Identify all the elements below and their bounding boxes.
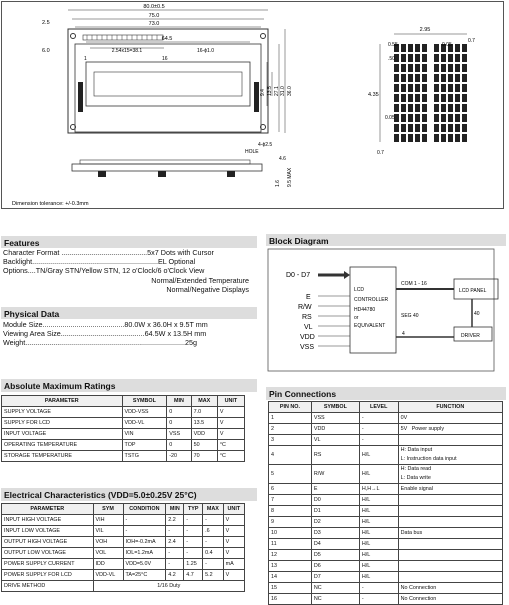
table-row: [2, 526, 245, 537]
cell: H/L: [359, 506, 398, 517]
cell: 4.2: [166, 570, 184, 581]
absmax-title: Absolute Maximum Ratings: [4, 381, 116, 391]
cell: [398, 550, 502, 561]
cell: [398, 572, 502, 583]
cell: VDD-VL: [122, 418, 167, 429]
table-row: [2, 440, 245, 451]
cell: H/L: [359, 528, 398, 539]
table-row: [269, 484, 503, 495]
table-row: [269, 506, 503, 517]
cell: No Connection: [398, 594, 502, 605]
cell: V: [223, 526, 244, 537]
lcd-panel-label: LCD PANEL: [459, 288, 487, 294]
table-row: [2, 418, 245, 429]
cell: E: [311, 484, 359, 495]
col-header: TYP: [184, 504, 203, 515]
cell: 11: [269, 539, 312, 550]
cell: VIL: [93, 526, 123, 537]
dot-dim-07b: 0.7: [377, 150, 384, 156]
cell: -: [359, 413, 398, 424]
seg-label: SEG 40: [401, 313, 419, 319]
cell: 13.5: [191, 418, 217, 429]
cell: V: [223, 515, 244, 526]
table-row: [269, 413, 503, 424]
features-header: [1, 236, 257, 248]
cell: -: [359, 583, 398, 594]
ctrl-line: LCD: [354, 287, 365, 293]
cell: 6: [269, 484, 312, 495]
col-header: SYM: [93, 504, 123, 515]
feature-line: Backlight...............................................................EL Optional: [3, 257, 196, 267]
cell: H/L: [359, 539, 398, 550]
mechanical-drawing: [1, 1, 504, 209]
active-area: [94, 72, 242, 96]
cell: H,H→L: [359, 484, 398, 495]
cell: 8: [269, 506, 312, 517]
cell: V: [223, 570, 244, 581]
sig-vdd: VDD: [300, 334, 315, 341]
cell: STORAGE TEMPERATURE: [2, 451, 123, 462]
cell: VDD-VSS: [122, 407, 167, 418]
cell: NC: [311, 594, 359, 605]
cell: D4: [311, 539, 359, 550]
features-list: [3, 248, 249, 294]
cell: 12: [269, 550, 312, 561]
col-header: UNIT: [217, 396, 244, 407]
cell: -: [184, 515, 203, 526]
cell: 50: [191, 440, 217, 451]
col-header: CONDITION: [123, 504, 166, 515]
drive-method-value: 1/16 Duty: [93, 581, 245, 592]
cell: 0.4: [203, 548, 224, 559]
table-row: [2, 451, 245, 462]
cell: VL: [311, 435, 359, 446]
table-row: [269, 594, 503, 605]
n4-label: 4: [402, 331, 405, 337]
cell: H/L: [359, 446, 398, 465]
cell: 0: [167, 407, 191, 418]
cell: D2: [311, 517, 359, 528]
physical-header: [1, 307, 257, 319]
cell: SUPPLY VOLTAGE: [2, 407, 123, 418]
table-header-row: [269, 402, 503, 413]
cell: 2.2: [166, 515, 184, 526]
cell: OPERATING TEMPERATURE: [2, 440, 123, 451]
physical-title: Physical Data: [4, 309, 60, 319]
cell: [398, 539, 502, 550]
cell: VDD=5.0V: [123, 559, 166, 570]
cell: VDD: [191, 429, 217, 440]
block-diagram-svg: [266, 247, 506, 375]
cell: H: Data read L: Data write: [398, 465, 502, 484]
module-outline: [68, 29, 268, 133]
dot-matrix-detail: [394, 44, 467, 142]
ctrl-line: EQUIVALENT: [354, 323, 386, 329]
table-row: [269, 424, 503, 435]
table-row: [269, 517, 503, 528]
cell: 14: [269, 572, 312, 583]
cell: TSTG: [122, 451, 167, 462]
col-header: PARAMETER: [2, 396, 123, 407]
physical-line: Viewing Area Size..........................................64.5W x 13.5H mm: [3, 329, 207, 339]
cell: 2.4: [166, 537, 184, 548]
cell: 10: [269, 528, 312, 539]
table-row: [269, 446, 503, 465]
physical-line: Weight................................................................................25g: [3, 338, 197, 348]
cell: V: [217, 418, 244, 429]
col-header: MAX: [203, 504, 224, 515]
sig-e: E: [306, 294, 311, 301]
dot-dim-055: 0.55: [388, 42, 398, 48]
col-header: SYMBOL: [122, 396, 167, 407]
cell: 70: [191, 451, 217, 462]
cell: H/L: [359, 572, 398, 583]
cell: -: [359, 424, 398, 435]
table-row: [269, 528, 503, 539]
data-bus-label: Data bus: [400, 529, 423, 536]
cell: IOH=-0.2mA: [123, 537, 166, 548]
features-title: Features: [4, 238, 40, 248]
cell: INPUT VOLTAGE: [2, 429, 123, 440]
cell: OUTPUT HIGH VOLTAGE: [2, 537, 94, 548]
ctrl-line: CONTROLLER: [354, 297, 389, 303]
cell: -: [166, 526, 184, 537]
dot-dim-005: 0.05: [442, 42, 452, 48]
hole-tr: [261, 34, 266, 39]
drive-method-label: DRIVE METHOD: [2, 581, 94, 592]
cell: -: [359, 435, 398, 446]
absmax-header: [1, 379, 257, 392]
cell: -: [166, 548, 184, 559]
dot-dim-005b: 0.05: [385, 115, 395, 121]
cell: 3: [269, 435, 312, 446]
table-row: [2, 407, 245, 418]
cell: 7.0: [191, 407, 217, 418]
tolerance-note: Dimension tolerance: +/-0.3mm: [12, 201, 89, 207]
table-row: [2, 581, 245, 592]
cell: [398, 506, 502, 517]
sig-vss: VSS: [300, 344, 315, 351]
dim-pitch: 2.54x15=38.1: [111, 48, 143, 54]
cell: [398, 495, 502, 506]
dim-271: 27.1: [274, 86, 280, 96]
sig-rw: R/W: [298, 304, 312, 311]
table-row: [269, 495, 503, 506]
cell: [398, 528, 502, 539]
table-row: [2, 515, 245, 526]
table-row: [2, 559, 245, 570]
cell: 4.7: [184, 570, 203, 581]
viewing-area: [86, 62, 250, 106]
cell: VOL: [93, 548, 123, 559]
cell: IDD: [93, 559, 123, 570]
cell: INPUT LOW VOLTAGE: [2, 526, 94, 537]
dim-95: 9.5 MAX: [287, 167, 293, 187]
col-header: PARAMETER: [2, 504, 94, 515]
cell: [398, 424, 502, 435]
table-header-row: [2, 396, 245, 407]
col-header: FUNCTION: [398, 402, 502, 413]
table-header-row: [2, 504, 245, 515]
table-row: [2, 548, 245, 559]
dim-360: 36.0: [287, 86, 293, 96]
col-header: MIN: [166, 504, 184, 515]
cell: 16: [269, 594, 312, 605]
col-header: UNIT: [223, 504, 244, 515]
dim-25: 2.5: [42, 20, 50, 26]
cell: D0: [311, 495, 359, 506]
dim-60: 6.0: [42, 48, 50, 54]
table-row: [269, 583, 503, 594]
cell: H/L: [359, 550, 398, 561]
cell: D6: [311, 561, 359, 572]
cell: -: [203, 559, 224, 570]
driver-label: DRIVER: [461, 333, 480, 339]
cell: -: [203, 515, 224, 526]
pin-1-label: 1: [84, 56, 87, 62]
block-header: [266, 234, 506, 246]
table-row: [269, 561, 503, 572]
block-title: Block Diagram: [269, 236, 329, 246]
col-header: MAX: [191, 396, 217, 407]
cell: mA: [223, 559, 244, 570]
module-inner: [75, 44, 261, 132]
dim-94: 9.4: [260, 89, 266, 96]
pins-header: [266, 387, 506, 400]
col-header: SYMBOL: [311, 402, 359, 413]
feature-line: Normal/Extended Temperature: [151, 275, 249, 285]
dim-hole-size: 4-ϕ2.5: [258, 142, 273, 148]
cell: 5: [269, 465, 312, 484]
bus-label: D0 - D7: [286, 272, 311, 279]
cell: VOH: [93, 537, 123, 548]
cell: VDD-VL: [93, 570, 123, 581]
side-profile: [72, 164, 262, 171]
cell: VSS: [167, 429, 191, 440]
sig-rs: RS: [302, 314, 312, 321]
cell: [398, 517, 502, 528]
col-header: LEVEL: [359, 402, 398, 413]
power-supply-label: Power supply: [411, 425, 445, 432]
cell: -: [359, 594, 398, 605]
table-row: [2, 537, 245, 548]
cell: D5: [311, 550, 359, 561]
table-row: [269, 465, 503, 484]
feature-line: Normal/Negative Displays: [166, 284, 249, 294]
cell: 15: [269, 583, 312, 594]
cell: IOL=1.2mA: [123, 548, 166, 559]
cell: V: [223, 537, 244, 548]
cell: TOP: [122, 440, 167, 451]
cell: -: [123, 515, 166, 526]
dot-dim-50: .50: [388, 56, 395, 62]
com-label: COM 1 - 16: [401, 281, 427, 287]
hole-tl: [71, 34, 76, 39]
cell: V: [223, 548, 244, 559]
cell: VIN: [122, 429, 167, 440]
cell: INPUT HIGH VOLTAGE: [2, 515, 94, 526]
pin-16-label: 16: [162, 56, 168, 62]
dim-16: 1.6: [275, 180, 281, 187]
pin-row: [83, 35, 163, 40]
table-row: [269, 539, 503, 550]
cell: 13: [269, 561, 312, 572]
cell-value: 5V: [400, 425, 408, 432]
dim-73: 73.0: [148, 21, 160, 27]
cell: D3: [311, 528, 359, 539]
cell: V: [217, 407, 244, 418]
dim-pinhole: 16-ϕ1.0: [197, 48, 214, 54]
cell: R/W: [311, 465, 359, 484]
cell: VSS: [311, 413, 359, 424]
cell: -: [166, 559, 184, 570]
dot-dim-435: 4.35: [368, 92, 379, 98]
dim-645: 64.5: [161, 36, 173, 42]
cell: -: [184, 537, 203, 548]
cell: 5.2: [203, 570, 224, 581]
dim-hole-label: HOLE: [245, 149, 259, 155]
cell: RS: [311, 446, 359, 465]
feature-line: Character Format ...........................................5x7 Dots with Cursor: [3, 248, 214, 257]
cell: [398, 561, 502, 572]
table-row: [269, 572, 503, 583]
elec-table: [1, 503, 245, 592]
cell: .6: [203, 526, 224, 537]
cell: Enable signal: [398, 484, 502, 495]
table-row: [2, 570, 245, 581]
physical-line: Module Size.........................................80.0W x 36.0H x 9.5T mm: [3, 320, 208, 329]
cell: D1: [311, 506, 359, 517]
ctrl-line: or: [354, 315, 359, 321]
table-row: [269, 435, 503, 446]
cell: VDD: [311, 424, 359, 435]
cell: 2: [269, 424, 312, 435]
cell: POWER SUPPLY FOR LCD: [2, 570, 94, 581]
left-pad: [78, 82, 83, 112]
cell: °C: [217, 451, 244, 462]
cell: H/L: [359, 561, 398, 572]
cell: °C: [217, 440, 244, 451]
feature-line: Options....TN/Gray STN/Yellow STN, 12 o'Clock/6 o'Clock View: [3, 266, 205, 276]
dim-310: 31.0: [280, 86, 286, 96]
cell: V: [217, 429, 244, 440]
pins-table: [268, 401, 503, 605]
cell: H/L: [359, 517, 398, 528]
cell: 1.25: [184, 559, 203, 570]
cell: TA=25°C: [123, 570, 166, 581]
cell: 1: [269, 413, 312, 424]
col-header: PIN NO.: [269, 402, 312, 413]
cell: H/L: [359, 495, 398, 506]
cell: -: [203, 537, 224, 548]
cell: H/L: [359, 465, 398, 484]
cell: 0: [167, 418, 191, 429]
cell: 0: [167, 440, 191, 451]
cell: POWER SUPPLY CURRENT: [2, 559, 94, 570]
dim-135: 13.5: [267, 86, 273, 96]
dim-75: 75.0: [148, 13, 160, 19]
dot-dim-295: 2.95: [419, 27, 431, 33]
pins-title: Pin Connections: [269, 389, 337, 399]
cell: VIH: [93, 515, 123, 526]
cell: No Connection: [398, 583, 502, 594]
cell: 9: [269, 517, 312, 528]
dim-80: 80.0±0.5: [143, 4, 165, 10]
n40-label: 40: [474, 311, 480, 317]
cell: 7: [269, 495, 312, 506]
dot-dim-07: 0.7: [468, 38, 475, 44]
dim-46: 4.6: [279, 156, 286, 162]
cell: H: Data input L: Instruction data input: [398, 446, 502, 465]
sig-vl: VL: [304, 324, 313, 331]
right-pad: [254, 82, 259, 112]
elec-title: Electrical Characteristics (VDD=5.0±0.25V 25°C): [4, 490, 197, 500]
cell: -: [123, 526, 166, 537]
cell: -: [184, 548, 203, 559]
cell: -20: [167, 451, 191, 462]
cell: -: [184, 526, 203, 537]
cell: [398, 435, 502, 446]
elec-header: [1, 488, 257, 501]
cell: 4: [269, 446, 312, 465]
col-header: MIN: [167, 396, 191, 407]
cell: NC: [311, 583, 359, 594]
absmax-table: [1, 395, 245, 462]
cell: 0V: [398, 413, 502, 424]
dimension-drawing-svg: [2, 2, 505, 210]
table-row: [269, 550, 503, 561]
cell: D7: [311, 572, 359, 583]
cell: OUTPUT LOW VOLTAGE: [2, 548, 94, 559]
ctrl-line: HD44780: [354, 307, 376, 313]
table-row: [2, 429, 245, 440]
physical-list: [3, 320, 249, 348]
cell: SUPPLY FOR LCD: [2, 418, 123, 429]
